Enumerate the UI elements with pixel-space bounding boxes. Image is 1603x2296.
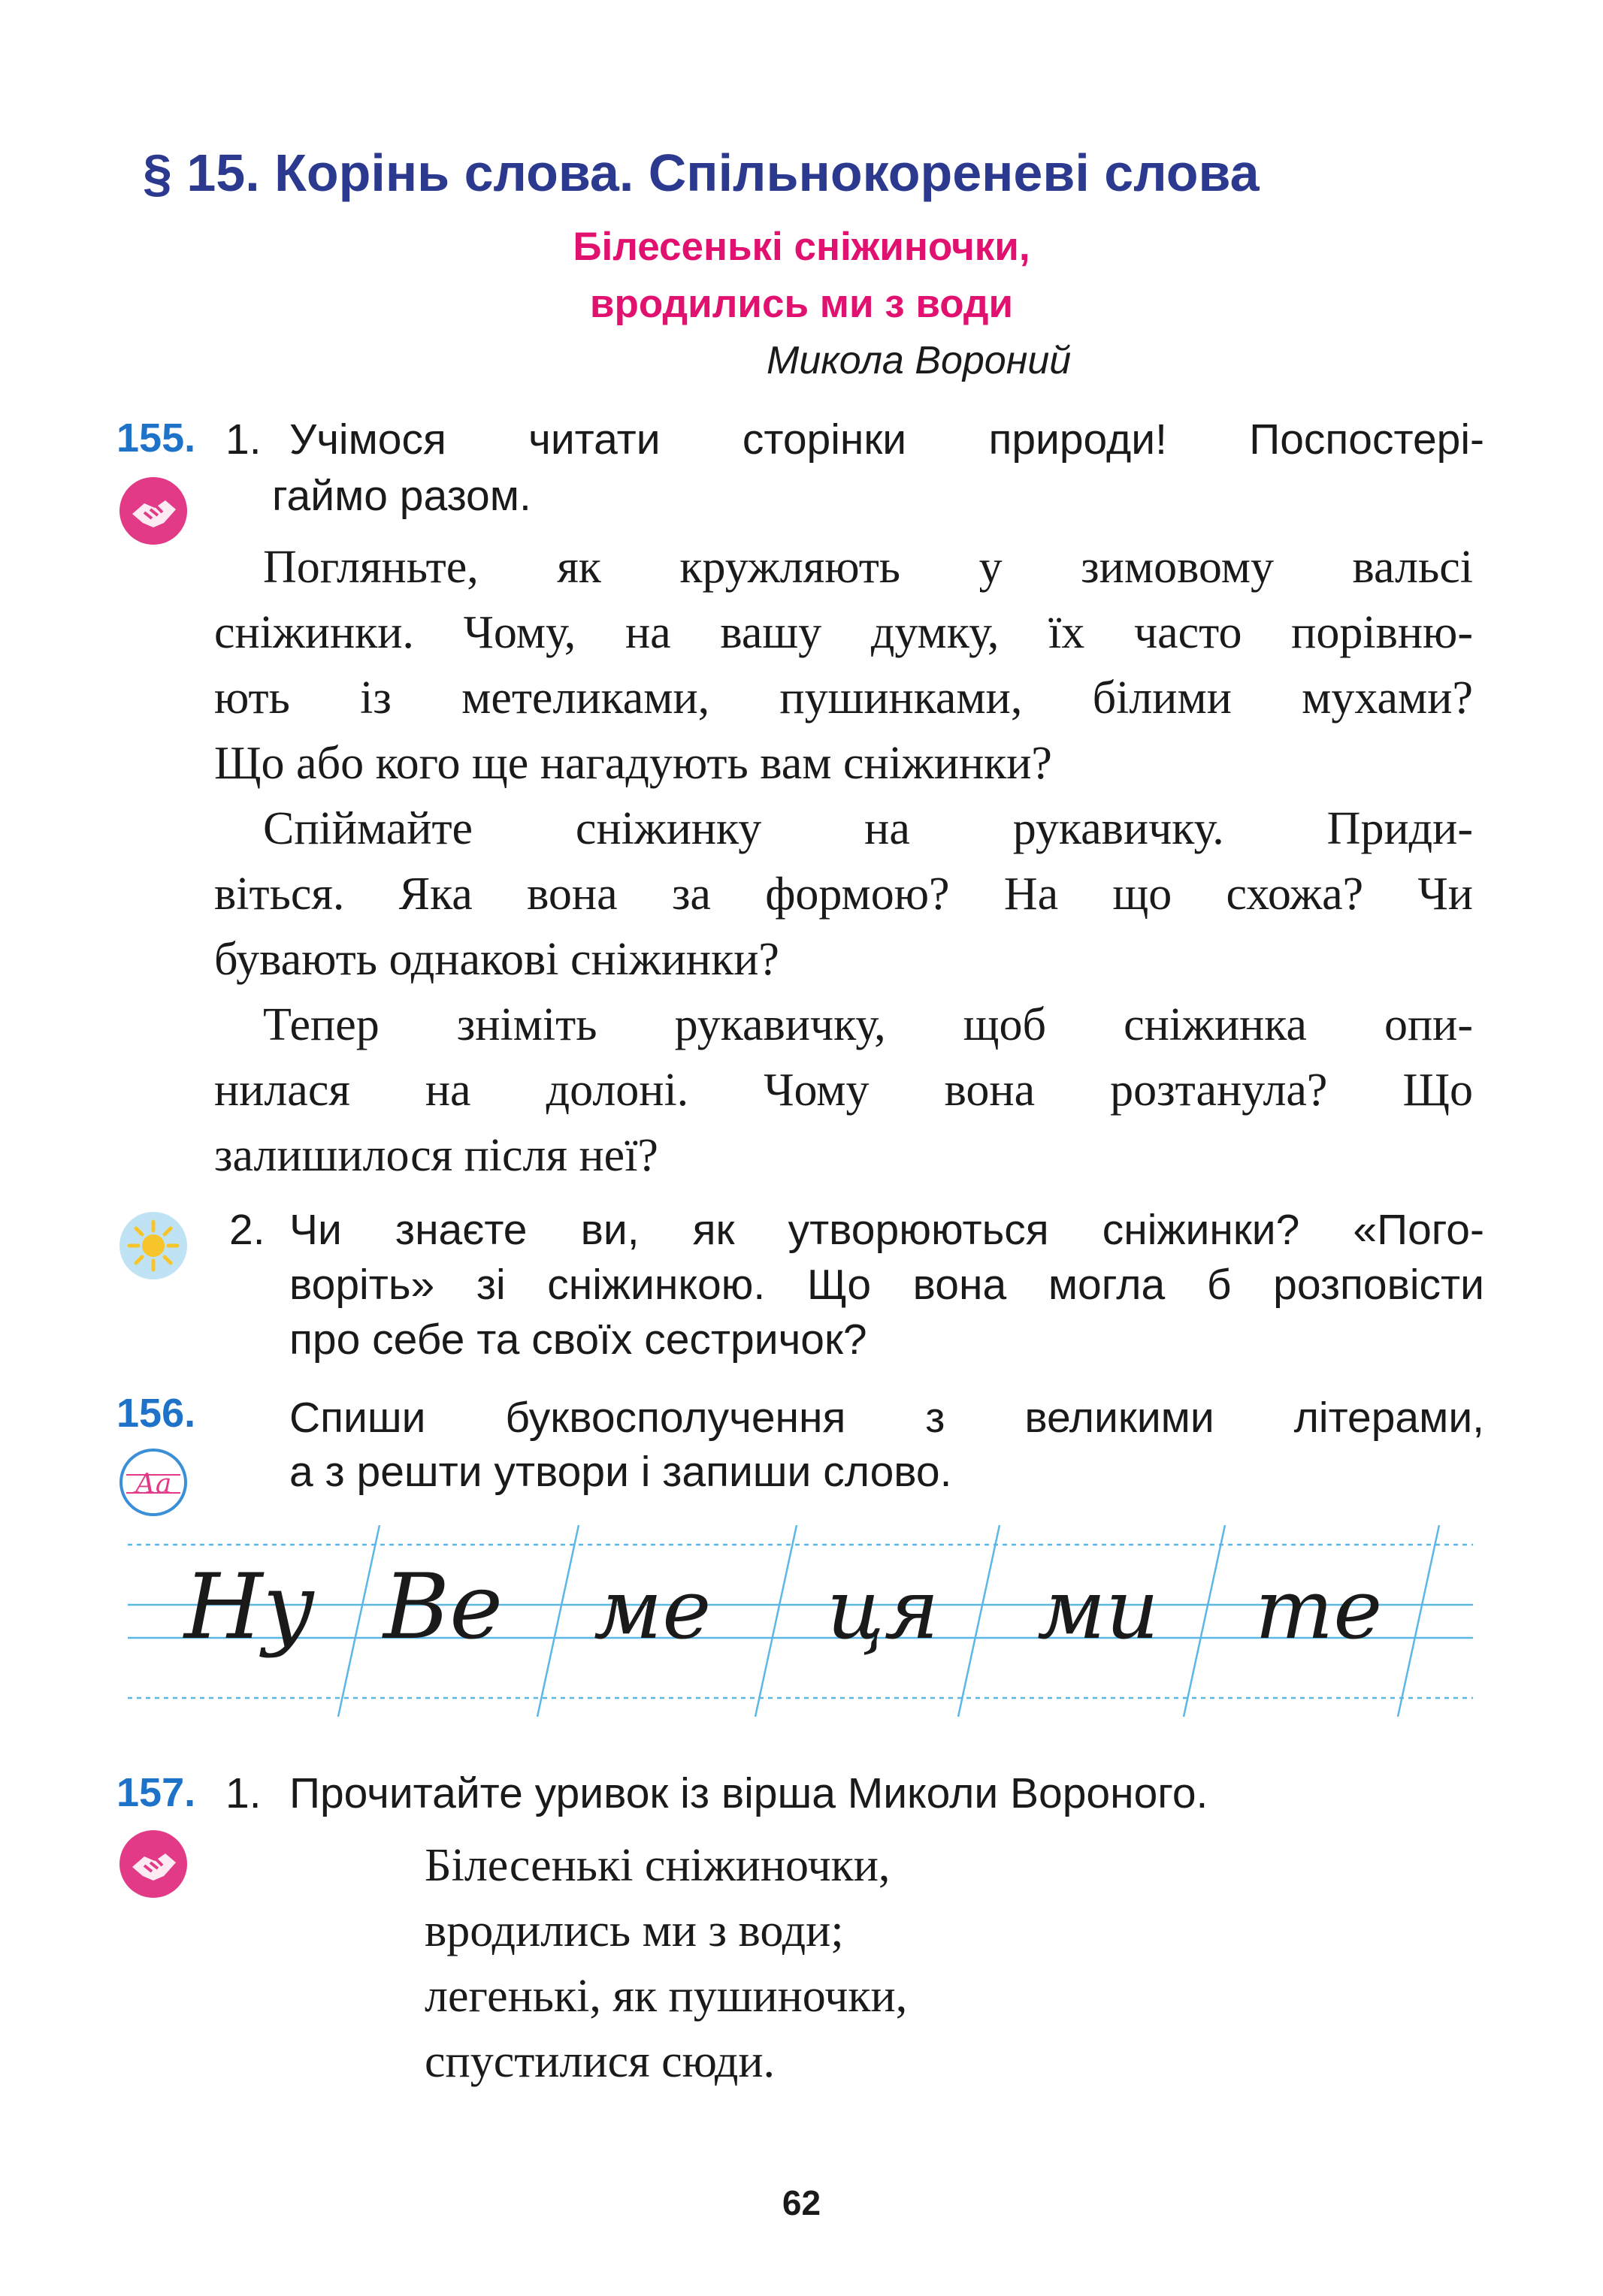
paragraph <box>214 796 1473 992</box>
poem-line: вродились ми з води; <box>425 1905 844 1956</box>
poem-line: спустилися сюди. <box>425 2036 776 2087</box>
task-line: Прочитайте уривок із вірша Миколи Вороного. <box>289 1769 1208 1817</box>
cursive-letters-badge-icon <box>117 1446 189 1518</box>
task-line: воріть» зі сніжинкою. Що вона могла б розповісти <box>289 1261 1484 1309</box>
text-line: Погляньте, як кружляють у зимовому вальсі <box>263 542 1473 593</box>
task-line: Чи знаєте ви, як утворюються сніжинки? «Пого- <box>289 1206 1484 1254</box>
handshake-badge-icon <box>117 1828 189 1900</box>
cursive-item: те <box>1255 1561 1383 1657</box>
task-line: Спиши буквосполучення з великими літерами, <box>289 1394 1484 1442</box>
cursive-item: Ну <box>184 1555 316 1660</box>
text-line: залишилося після неї? <box>214 1130 658 1181</box>
cursive-item: ця <box>827 1561 939 1657</box>
cursive-item: ме <box>594 1561 712 1657</box>
sun-badge-icon <box>117 1210 189 1282</box>
task-line: гаймо разом. <box>272 472 531 520</box>
text-line: віться. Яка вона за формою? На що схожа? Чи <box>214 869 1473 920</box>
section-title: § 15. Корінь слова. Спільнокореневі слова <box>143 144 1260 202</box>
badge-letters: Аа <box>135 1469 172 1500</box>
text-line: Тепер зніміть рукавичку, щоб сніжинка опи- <box>263 999 1473 1050</box>
task-line: про себе та своїх сестричок? <box>289 1316 867 1364</box>
text-line: бувають однакові сніжинки? <box>214 934 779 985</box>
task-marker: 1. <box>225 415 262 464</box>
text-line: ють із метеликами, пушинками, білими мухами? <box>214 672 1473 724</box>
text-line: Спіймайте сніжинку на рукавичку. Приди- <box>263 803 1473 854</box>
cursive-writing-sample <box>128 1525 1473 1717</box>
task-marker: 2. <box>229 1206 265 1254</box>
poem <box>425 1833 907 2095</box>
epigraph-line-1: Білесенькі сніжиночки, <box>573 225 1030 269</box>
text-line: сніжинки. Чому, на вашу думку, їх часто порівню- <box>214 607 1473 658</box>
paragraph <box>214 992 1473 1189</box>
task-line: Учімося читати сторінки природи! Поспостері- <box>289 415 1484 464</box>
exercise-number: 155. <box>116 415 196 461</box>
cursive-item: ми <box>1037 1561 1160 1657</box>
task-marker: 1. <box>225 1769 262 1817</box>
cursive-item: Ве <box>383 1555 504 1660</box>
page-number: 62 <box>782 2183 821 2222</box>
task-line: а з решти утвори і запиши слово. <box>289 1448 952 1496</box>
paragraph <box>214 535 1473 796</box>
exercise-number: 156. <box>116 1391 196 1436</box>
text-line: Що або кого ще нагадують вам сніжинки? <box>214 738 1052 789</box>
poem-line: Білесенькі сніжиночки, <box>425 1840 891 1891</box>
epigraph-author: Микола Вороний <box>767 339 1072 382</box>
handshake-badge-icon <box>117 475 189 547</box>
exercise-number: 157. <box>116 1770 196 1815</box>
poem-line: легенькі, як пушиночки, <box>425 1971 908 2022</box>
reading-text <box>214 535 1473 1189</box>
epigraph-line-2: вродились ми з води <box>589 282 1014 326</box>
text-line: нилася на долоні. Чому вона розтанула? Що <box>214 1065 1473 1116</box>
